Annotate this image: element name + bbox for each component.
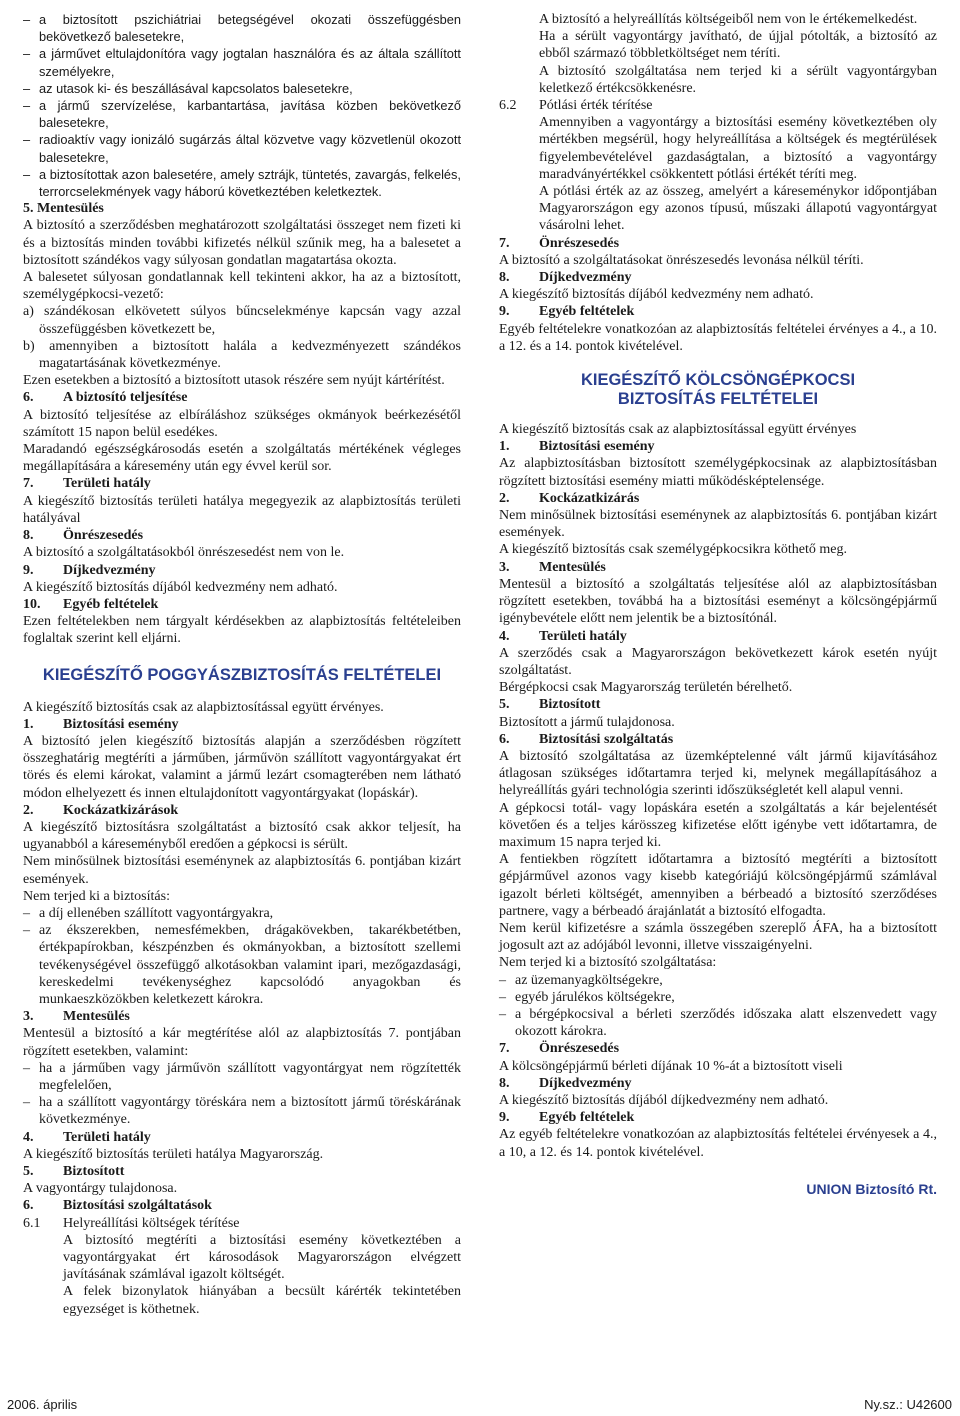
paragraph: A vagyontárgy tulajdonosa. [23,1181,178,1197]
section-heading: 1. Biztosítási esemény [499,439,655,455]
paragraph: A fentiekben rögzített időtartamra a biztosító megtéríti a biztosított gépjárművel azonos vagy kisebb kategóriájú kölcsöngépjármű számlával igazolt bérleti költségét, amennyiben a bérbeadó a biztosító szerződéses partnere, vagy a bérbeadó árajánlatát a biztosító elfogadta. [499,852,937,919]
chapter-title [499,371,937,409]
exclusion-item: – a biztosított pszichiátriai betegségével okozati összefüggésben bekövetkező balesetekre, [23,11,461,45]
paragraph: A kiegészítő biztosításra szolgáltatást a biztosító csak akkor teljesít, ha ugyanabból a káreseményből eredően a gépkocsi is sérült. [23,819,461,853]
section-heading: 9. Egyéb feltételek [499,1110,635,1126]
section-heading: 7. Önrészesedés [499,1041,620,1057]
section-heading: 7. Önrészesedés [499,235,620,251]
section-heading: 8. Díjkedvezmény [499,270,632,286]
paragraph: A biztosító a szolgáltatásokból önrészesedést nem von le. [23,545,345,561]
paragraph: Biztosított a jármű tulajdonosa. [499,714,675,730]
paragraph: Egyéb feltételekre vonatkozóan az alapbiztosítás feltételei érvényes a 4., a 10. a 12. és a 14. pontok kivételével. [499,321,937,354]
paragraph: A kiegészítő biztosítás területi hatálya Magyarország. [23,1146,324,1162]
paragraph: Nem terjed ki a biztosító szolgáltatása: [499,955,717,971]
paragraph: A pótlási érték az az összeg, amelyért a káreseménykor időpontjában Magyarországon egy azonos típusú, műszaki állapotú vagyontárgyat vásárolni lehet. [539,184,937,234]
section-heading: 2. Kockázatkizárások [23,802,179,818]
paragraph: Amennyiben a vagyontárgy a biztosítási esemény következtében oly mértékben megsérül, hogy helyreállítása a költségek és megtérülések figyelembevételével gazdaságtalan, a biztosító a vagyontárgy maradványértékkel csökkentett pótlási értékét téríti meg. [539,115,937,182]
paragraph: A szerződés csak a Magyarországon bekövetkezett károk esetén nyújt szolgáltatást. [499,645,937,678]
section-heading: 2. Kockázatkizárás [499,490,640,506]
left-column [23,11,461,1318]
exclusion-item: – az utasok ki- és beszállásával kapcsolatos balesetekre, [23,80,461,97]
list-item: – ha a szállított vagyontárgy töréskára nem a biztosított jármű töréskárának következménye. [23,1094,461,1128]
list-item: b) amennyiben a biztosított halála a kedvezményezett szándékos magatartásának következménye. [23,338,461,372]
paragraph: Nem minősülnek biztosítási eseménynek az alapbiztosítás 6. pontjában kizárt események. [499,508,937,541]
chapter-title-line-1: KIEGÉSZÍTŐ KÖLCSÖNGÉPKOCSI [580,371,856,390]
section-heading: 4. Területi hatály [23,1129,151,1145]
list-item: a) szándékosan elkövetett súlyos bűncselekménye kapcsán vagy azzal összefüggésben következett be, [23,304,461,337]
paragraph: Az alapbiztosításban biztosított személygépkocsinak az alapbiztosításban rögzített biztosítási esemény miatti működésképtelensége. [499,456,937,489]
chapter-title: KIEGÉSZÍTŐ POGGYÁSZBIZTOSÍTÁS FELTÉTELEI [42,665,442,684]
paragraph: A kiegészítő biztosítás csak az alapbiztosítással együtt érvényes [499,422,857,438]
footer-date: 2006. április [7,1397,78,1412]
list-item: – az ékszerekben, nemesfémekben, drágakövekben, takarékbetétben, értékpapírokban, készpénzben és okmányokban, a biztosított szellemi tevékenységével összefüggő alkotásokban valamint ipari, mezőgazdasági, kereskedelmi tevékenységhez kapcsolódó anyagokban és munkaeszközökben keletkezett károkra. [23,922,461,1008]
paragraph: Ezen feltételekben nem tárgyalt kérdésekben az alapbiztosítás feltételeiben foglaltak szerint kell eljárni. [23,614,461,647]
section-heading: 9. Egyéb feltételek [499,304,635,320]
list-item: – a bérgépkocsival a bérleti szerződés időszaka alatt elszenvedett vagy okozott károkra. [499,1006,937,1040]
section-heading: 5. Mentesülés [23,201,104,217]
paragraph: A felek bizonylatok hiányában a becsült kárérték tekintetében egyezséget is köthetnek. [63,1284,461,1317]
paragraph: Mentesül a biztosító a szolgáltatás teljesítése alól az alapbiztosításban rögzített esetekben, továbbá ha a biztosítási eseményt a kölcsöngépjármű igénybevétele előtt nem jelentik be a biztosítónál. [499,576,937,627]
paragraph: A kiegészítő biztosítás területi hatálya megegyezik az alapbiztosítás területi hatályával [23,493,461,526]
exclusion-item: – radioaktív vagy ionizáló sugárzás által közvetve vagy közvetlenül okozott balesetekre, [23,131,461,165]
paragraph: A biztosító jelen kiegészítő biztosítás alapján a szerződésben rögzített összeghatárig megtéríti a járműben, járművön szállított vagyontárgyakat ért törés és elemi károkat, valamint a jármű lezárt csomagterében nem látható módon elhelyezett és innen eltulajdonított vagyontárgyakat (lopáskár). [23,733,461,801]
paragraph: A kiegészítő biztosítás csak az alapbiztosítással együtt érvényes. [23,699,384,715]
paragraph: A biztosító a szolgáltatásokat önrészesedés levonása nélkül téríti. [499,252,864,268]
section-heading: 7. Területi hatály [23,476,151,492]
paragraph: A biztosító a szerződésben meghatározott szolgáltatási összeget nem fizeti ki és a biztosítás minden további kifizetés nélkül szűnik meg, ha a balesetet a biztosított szándékos vagy súlyosan gondatlan magatartása okozta. [23,218,461,268]
list-item: – az üzemanyagköltségekre, [499,972,937,989]
section-heading: 6. A biztosító teljesítése [23,390,188,406]
section-heading: 6. Biztosítási szolgáltatás [499,731,674,747]
section-heading: 10. Egyéb feltételek [23,596,159,612]
paragraph: A biztosító a helyreállítás költségeiből nem von le értékemelkedést. [539,12,918,27]
paragraph: A gépkocsi totál- vagy lopáskára esetén a szolgáltatás a kár bejelentését követően és a teljes kárösszeg kifizetése előtt igénybe vett időtartamra, de maximum 15 napra terjed ki. [499,800,937,850]
paragraph: A kiegészítő biztosítás csak személygépkocsikra köthető meg. [499,542,847,558]
paragraph: Maradandó egészségkárosodás esetén a szolgáltatás mértékének végleges megállapítására a káresemény után egy évvel kerül sor. [23,442,461,475]
paragraph: Nem terjed ki a biztosítás: [23,888,170,904]
section-heading: 5. Biztosított [23,1164,125,1179]
list-item: – ha a járműben vagy járművön szállított vagyontárgyat nem rögzítették megfelelően, [23,1060,461,1094]
section-heading: 9. Díjkedvezmény [23,562,156,578]
paragraph: A biztosító szolgáltatása nem terjed ki a sérült vagyontárgyban keletkező értékcsökkenésre. [539,63,937,96]
subsection-heading: 6.2 Pótlási érték térítése [499,98,653,114]
chapter-title-line-2: BIZTOSÍTÁS FELTÉTELEI [617,390,819,409]
section-heading: 4. Területi hatály [499,628,627,644]
paragraph: A balesetet súlyosan gondatlannak kell tekinteni akkor, ha az a biztosított, személygépkocsi-vezető: [23,270,461,303]
footer-code: Ny.sz.: U42600 [864,1397,952,1412]
exclusion-item: – a járművet eltulajdonítóra vagy jogtalan használóra és az általa szállított személyekre, [23,45,461,79]
paragraph: A biztosító szolgáltatása az üzemképtelenné vált jármű kijavításához átlagosan szükséges időtartamra terjed ki, melynek megállapításához a helyreállítás gyári technológia szerinti időszükségletét kell alapul venni. [499,748,937,799]
paragraph: Nem minősülnek biztosítási eseménynek az alapbiztosítás 6. pontjában kizárt események. [23,854,461,887]
section-heading: 5. Biztosított [499,697,601,713]
paragraph: A biztosító teljesítése az elbíráláshoz szükséges okmányok beérkezésétől számított 15 napon belül esedékes. [23,407,461,440]
paragraph: A kiegészítő biztosítás díjából díjkedvezmény nem adható. [499,1092,829,1108]
paragraph: A kölcsöngépjármű bérleti díjának 10 %-át a biztosított viseli [499,1058,843,1074]
paragraph: Nem kerül kifizetésre a számla összegében szereplő ÁFA, ha a biztosított jogosult azt az adójából levonni, illetve visszaigényelni. [499,920,937,954]
exclusion-item: – a jármű szervízelése, karbantartása, javítása közben bekövetkező balesetekre, [23,97,461,131]
section-heading: 3. Mentesülés [499,559,606,575]
subsection-heading: 6.1 Helyreállítási költségek térítése [23,1215,240,1231]
list-item: – a díj ellenében szállított vagyontárgyakra, [23,905,461,922]
list-item: – egyéb járulékos költségekre, [499,989,937,1006]
paragraph: Ha a sérült vagyontárgy javítható, de újjal pótolták, a biztosító az ebből származó többletköltséget nem téríti. [539,29,937,62]
exclusion-item: – a biztosítottak azon balesetére, amely sztrájk, tüntetés, zavargás, felkelés, terrorcselekmények vagy háború következtében keletkeztek. [23,166,461,200]
right-column [499,11,937,1198]
paragraph: Mentesül a biztosító a kár megtérítése alól az alapbiztosítás 7. pontjában rögzített esetekben, valamint: [23,1026,461,1059]
section-heading: 8. Önrészesedés [23,528,144,544]
paragraph: Ezen esetekben a biztosító a biztosított utasok részére sem nyújt kártérítést. [23,373,445,389]
paragraph: A kiegészítő biztosítás díjából kedvezmény nem adható. [499,287,814,303]
paragraph: A kiegészítő biztosítás díjából kedvezmény nem adható. [23,579,338,595]
paragraph: Az egyéb feltételekre vonatkozóan az alapbiztosítás feltételei érvényesek a 4., a 10, a 12. és 14. pontok kivételével. [499,1127,937,1160]
section-heading: 8. Díjkedvezmény [499,1075,632,1091]
section-heading: 6. Biztosítási szolgáltatások [23,1198,212,1214]
company-signature: UNION Biztosító Rt. [806,1180,937,1197]
paragraph: A biztosító megtéríti a biztosítási esemény következtében a vagyontárgyakat ért károsodások Magyarországon elvégzett javításának számlával igazolt költségét. [63,1232,461,1283]
section-heading: 3. Mentesülés [23,1009,130,1025]
section-heading: 1. Biztosítási esemény [23,716,179,732]
paragraph: Bérgépkocsi csak Magyarország területén bérelhető. [499,680,793,696]
